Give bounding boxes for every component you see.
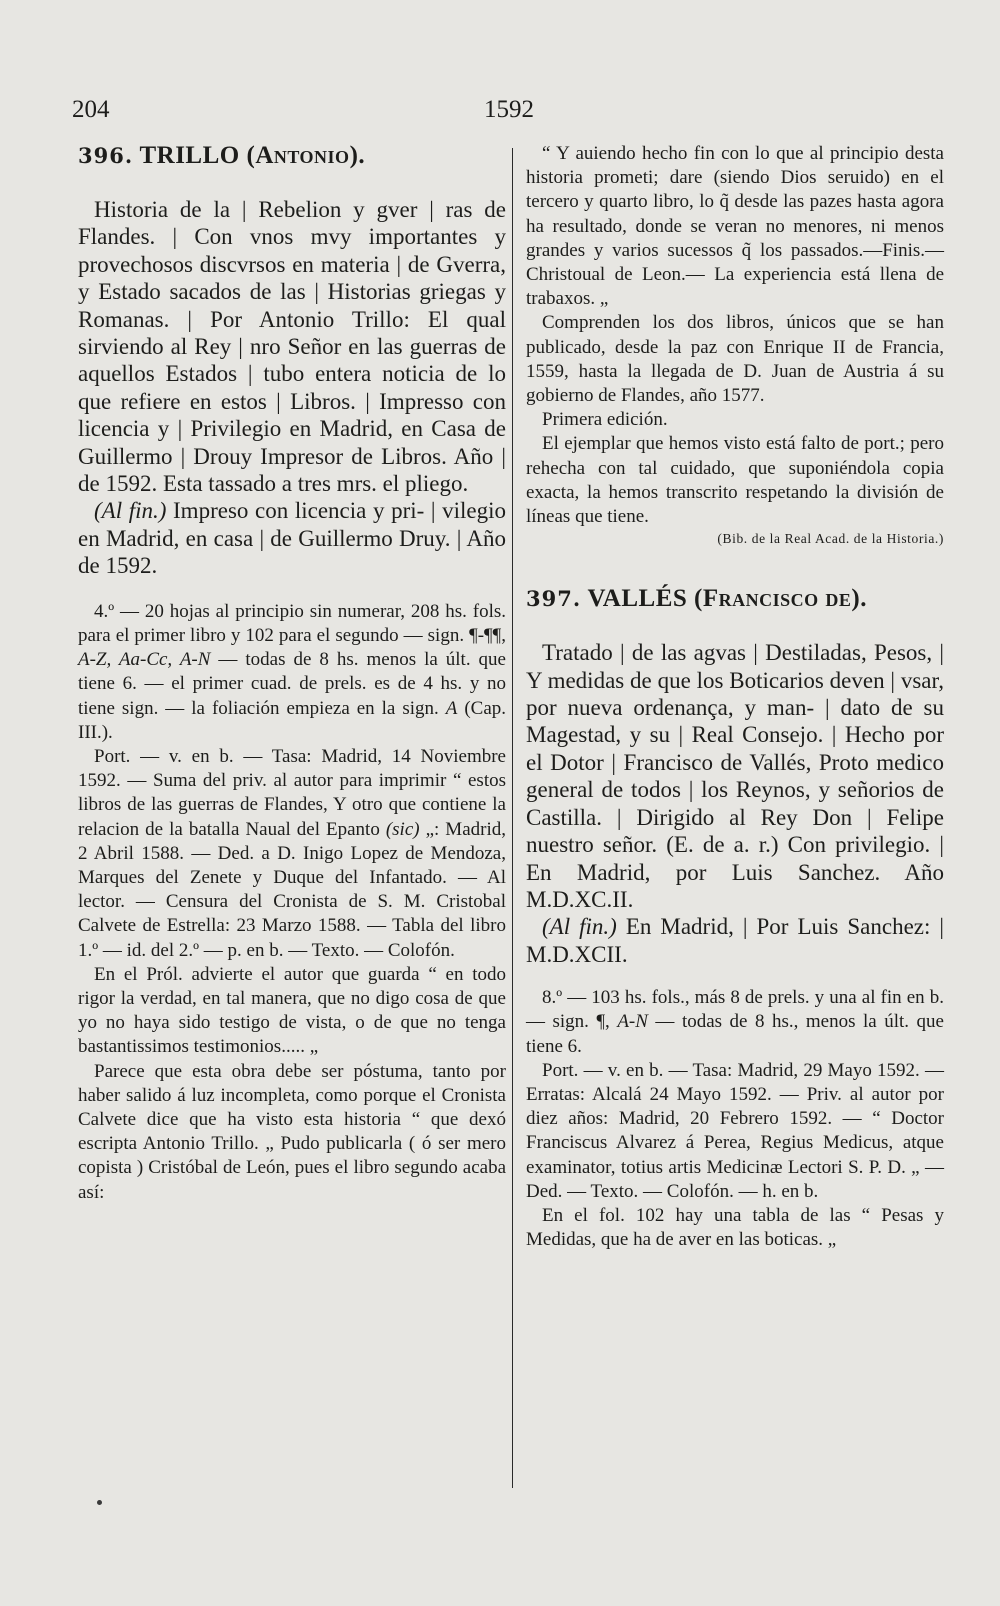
page-header bbox=[0, 96, 1000, 136]
table-note: En el fol. 102 hay una tabla de las “ Pesas y Medidas, que ha de aver en las boticas. „ bbox=[526, 1204, 944, 1251]
edition-note: Primera edición. bbox=[542, 409, 668, 431]
collation: 4.º — 20 hojas al principio sin numerar, 208 hs. fols. para el primer libro y 102 para el segundo — sign. ¶-¶¶, A-Z, Aa-Cc, A-N — todas de 8 hs. menos la últ. que tiene 6. — el primer cuad. de prels. es de 4 hs. y no tiene sign. — la foliación empieza en la sign. A (Cap. III.). bbox=[78, 600, 507, 743]
entry-396-description bbox=[78, 600, 506, 1205]
column-divider bbox=[512, 148, 513, 1488]
page-number: 204 bbox=[72, 96, 110, 123]
entry-396-heading: 396. TRILLO (Antonio). bbox=[78, 142, 366, 169]
preliminaries: Port. — v. en b. — Tasa: Madrid, 29 Mayo 1592. — Erratas: Alcalá 24 Mayo 1592. — Priv. al autor por diez años: Madrid, 20 Febrero 1592. — “ Doctor Franciscus Alvarez á Perea, Regius Medicus, atque examinator, totius artis Medicinæ Lectori S. P. D. „ — Ded. — Texto. — Colofón. — h. en b. bbox=[526, 1059, 944, 1202]
entry-396-continuation bbox=[526, 142, 944, 549]
contents-note: Comprenden los dos libros, únicos que se han publicado, desde la paz con Enrique II de Francia, 1559, hasta la llegada de D. Juan de Austria á su gobierno de Flandes, año 1577. bbox=[526, 312, 944, 407]
copy-note: El ejemplar que hemos visto está falto de port.; pero rehecha con tal cuidado, que suponiéndola copia exacta, la hemos transcrito respetando la división de líneas que tiene. bbox=[526, 433, 944, 528]
entry-number: 397. bbox=[526, 586, 582, 612]
entry-number: 396. bbox=[78, 143, 134, 168]
collation: 8.º — 103 hs. fols., más 8 de prels. y una al fin en b. — sign. ¶, A-N — todas de 8 hs., menos la últ. que tiene 6. bbox=[526, 987, 944, 1057]
colophon-label: (Al fin.) bbox=[542, 914, 617, 940]
source-library: (Bib. de la Real Acad. de la Historia.) bbox=[717, 531, 944, 547]
right-column bbox=[526, 140, 944, 1252]
running-head-year: 1592 bbox=[484, 96, 534, 123]
quoted-ending: “ Y auiendo hecho fin con lo que al principio desta historia prometi; dare (siendo Dios seruido) en el tercero y quarto libro, lo q̃ desde las pazes hasta agora ha resultado, donde se veran no menores, ni menos grandes y varios sucessos q̃ los passados.—Finis.—Christoual de Leon.— La experiencia está llena de trabaxos. „ bbox=[526, 143, 944, 310]
paper-speck bbox=[97, 1500, 102, 1505]
entry-396-title-transcription: Historia de la | Rebelion y gver | ras de Flandes. | Con vnos mvy importantes y provechosos discvrsos en materia | de Gverra, y Estado sacados de las | Historias griegas y Romanas. | Por Antonio Trillo: El qual sirviendo al Rey | nro Señor en las guerras de aquellos Estados | tubo entera noticia de lo que refiere en estos | Libros. | Impresso con licencia y | Privilegio en Madrid, en Casa de Guillermo | Drouy Impresor de Libros. Año | de 1592. Esta tassado a tres mrs. el pliego. (Al fin.) Impreso con licencia y pri- | vilegio en Madrid, en casa | de Guillermo Druy. | Año de 1592. bbox=[78, 197, 506, 579]
entry-397-heading: 397. VALLÉS (Francisco de). bbox=[526, 585, 867, 613]
entry-397-title-transcription: Tratado | de las agvas | Destiladas, Pesos, | Y medidas de que los Boticarios deven | vsar, por nueva ordenança, y man- | dato de su Magestad, y su | Real Consejo. | Hecho por el Dotor | Francisco de Vallés, Proto medico general de todos | los Reynos, y señorios de Castilla. | Dirigido al Rey Don | Felipe nuestro señor. (E. de a. r.) Con privilegio. | En Madrid, por Luis Sanchez. Año M.D.XC.II. (Al fin.) En Madrid, | Por Luis Sanchez: | M.D.XCII. bbox=[526, 640, 944, 967]
posthumous-note: Parece que esta obra debe ser póstuma, tanto por haber salido á luz incompleta, como porque el Cronista Calvete dice que ha visto esta historia “ que dexó escripta Antonio Trillo. „ Pudo publicarla ( ó ser mero copista ) Cristóbal de León, pues el libro segundo acaba así: bbox=[78, 1060, 506, 1203]
entry-397-description bbox=[526, 986, 944, 1252]
left-column bbox=[78, 140, 506, 1205]
prologue-note: En el Pról. advierte el autor que guarda “ en todo rigor la verdad, en tal manera, que no digo cosa de que yo no haya sido testigo de vista, o de que no tenga bastantissimos testimonios..... „ bbox=[78, 963, 506, 1058]
colophon-label: (Al fin.) bbox=[94, 498, 167, 524]
preliminaries: Port. — v. en b. — Tasa: Madrid, 14 Noviembre 1592. — Suma del priv. al autor para imprimir “ estos libros de las guerras de Flandes, Y otro que contiene la relacion de la batalla Naual del Epanto (sic) „: Madrid, 2 Abril 1588. — Ded. a D. Inigo Lopez de Mendoza, Marques del Zenete y Duque del Infantado. — Al lector. — Censura del Cronista de S. M. Cristobal Calvete de Estrella: 23 Marzo 1588. — Tabla del libro 1.º — id. del 2.º — p. en b. — Texto. — Colofón. bbox=[78, 745, 506, 961]
